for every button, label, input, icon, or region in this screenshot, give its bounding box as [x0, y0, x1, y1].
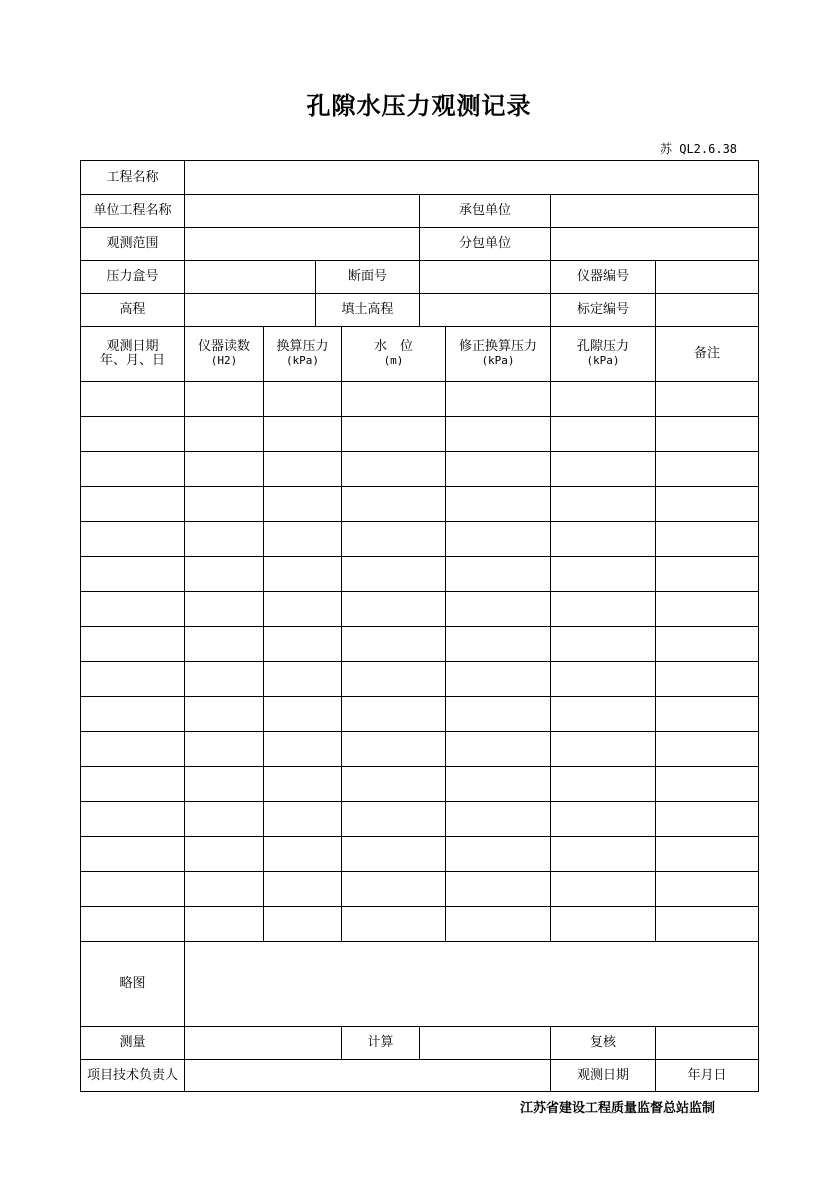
label-fill-elevation: 填土高程 — [341, 302, 394, 317]
field-calculate[interactable] — [420, 1027, 550, 1059]
form-title: 孔隙水压力观测记录 — [306, 92, 532, 120]
col-header-reading-line1: 仪器读数 — [197, 339, 250, 354]
col-header-pore-pressure — [551, 327, 655, 381]
field-calibration-no[interactable] — [656, 294, 758, 326]
label-measure: 测量 — [119, 1035, 146, 1050]
col-header-corrected-line1: 修正换算压力 — [458, 339, 537, 354]
col-header-reading — [185, 327, 263, 381]
col-header-date-line1: 观测日期 — [106, 339, 159, 354]
label-section-no: 断面号 — [347, 269, 387, 284]
col-header-water-line1: 水 位 — [373, 339, 413, 354]
field-pressure-box-no[interactable] — [185, 261, 315, 293]
col-header-converted-pressure — [264, 327, 341, 381]
field-measure[interactable] — [185, 1027, 341, 1059]
label-sketch: 略图 — [119, 976, 146, 991]
field-unit-project-name[interactable] — [185, 195, 419, 227]
field-sketch[interactable] — [185, 942, 758, 1026]
label-elevation: 高程 — [119, 302, 146, 317]
field-contractor[interactable] — [551, 195, 758, 227]
col-header-converted-line1: 换算压力 — [276, 339, 329, 354]
form-code: 苏 QL2.6.38 — [660, 142, 738, 156]
label-review: 复核 — [589, 1035, 616, 1050]
label-pressure-box-no: 压力盒号 — [106, 269, 159, 284]
label-tech-lead: 项目技术负责人 — [86, 1067, 178, 1083]
label-project-name: 工程名称 — [106, 169, 159, 185]
col-header-remark: 备注 — [693, 346, 720, 361]
label-observation-date: 观测日期 — [576, 1067, 629, 1083]
label-calculate: 计算 — [367, 1035, 394, 1050]
label-subcontractor: 分包单位 — [458, 236, 511, 251]
label-calibration-no: 标定编号 — [576, 302, 629, 317]
col-header-pore-line2: (kPa) — [586, 354, 620, 367]
col-header-corrected-pressure — [446, 327, 550, 381]
label-unit-project-name: 单位工程名称 — [93, 203, 172, 218]
col-header-pore-line1: 孔隙压力 — [576, 339, 629, 354]
field-instrument-no[interactable] — [656, 261, 758, 293]
col-header-date — [81, 327, 184, 381]
field-observation-date[interactable]: 年月日 — [687, 1067, 727, 1083]
label-instrument-no: 仪器编号 — [576, 269, 629, 284]
col-header-converted-line2: (kPa) — [285, 354, 320, 367]
col-header-corrected-line2: (kPa) — [481, 354, 515, 367]
col-header-water-line2: (m) — [383, 354, 404, 367]
col-header-reading-line2: (H2) — [210, 354, 238, 367]
field-project-name[interactable] — [185, 161, 758, 194]
footer-issuer: 江苏省建设工程质量监督总站监制 — [520, 1101, 716, 1116]
col-header-date-line2: 年、月、日 — [99, 353, 165, 368]
field-review[interactable] — [656, 1027, 758, 1059]
label-contractor: 承包单位 — [458, 203, 511, 218]
field-subcontractor[interactable] — [551, 228, 758, 260]
field-section-no[interactable] — [420, 261, 550, 293]
col-header-water-level — [342, 327, 445, 381]
field-observation-scope[interactable] — [185, 228, 419, 260]
field-fill-elevation[interactable] — [420, 294, 550, 326]
field-tech-lead[interactable] — [185, 1060, 550, 1091]
label-observation-scope: 观测范围 — [106, 236, 159, 251]
field-elevation[interactable] — [185, 294, 315, 326]
